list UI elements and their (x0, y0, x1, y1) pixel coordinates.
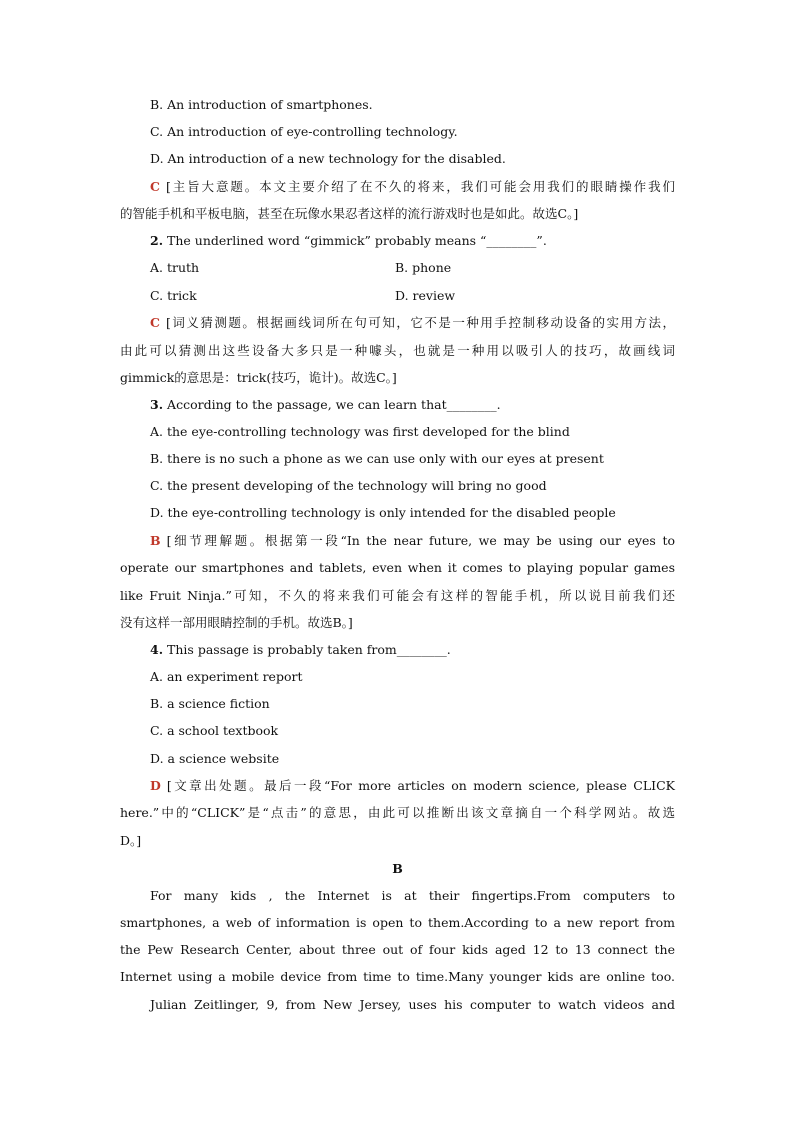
answer-letter: D (150, 778, 161, 793)
q2-option-b: B. phone (395, 260, 452, 275)
q2-answer-line-1: C [词义猜测题。根据画线词所在句可知，它不是一种用手控制移动设备的实用方法， (150, 315, 675, 330)
q3-option-b: B. there is no such a phone as we can use only with our eyes at present (150, 451, 604, 466)
answer-letter: B (150, 533, 161, 548)
q4-answer-line-1: D [文章出处题。最后一段“For more articles on modern science, please CLICK (150, 778, 675, 793)
q2-options-row-2 (150, 288, 675, 304)
q1-option-b: B. An introduction of smartphones. (150, 97, 373, 112)
passage-line-5: Julian Zeitlinger, 9, from New Jersey, uses his computer to watch videos and (150, 997, 675, 1012)
answer-letter: C (150, 179, 160, 194)
q2-stem: 2. The underlined word “gimmick” probably means “________”. (150, 233, 547, 248)
q1-answer-line-2: 的智能手机和平板电脑，甚至在玩像水果忍者这样的流行游戏时也是如此。故选C。] (120, 206, 579, 221)
passage-line-1: For many kids , the Internet is at their fingertips.From computers to (150, 888, 675, 903)
q3-answer-line-2: operate our smartphones and tablets, even when it comes to playing popular games (120, 560, 675, 575)
q2-option-c: C. trick (150, 288, 197, 303)
q4-stem: 4. This passage is probably taken from________. (150, 642, 451, 657)
q1-option-c: C. An introduction of eye-controlling technology. (150, 124, 458, 139)
answer-letter: C (150, 315, 160, 330)
passage-line-2: smartphones, a web of information is open to them.According to a new report from (120, 915, 675, 930)
q4-option-a: A. an experiment report (150, 669, 303, 684)
q3-answer-line-4: 没有这样一部用眼睛控制的手机。故选B。] (120, 615, 353, 630)
passage-line-4: Internet using a mobile device from time to time.Many younger kids are online too. (120, 969, 675, 984)
q3-option-d: D. the eye-controlling technology is only intended for the disabled people (150, 505, 616, 520)
section-heading: B (392, 861, 403, 876)
q4-option-c: C. a school textbook (150, 723, 279, 738)
q3-stem: 3. According to the passage, we can learn that________. (150, 397, 501, 412)
q2-options-row-1 (150, 260, 675, 276)
q2-option-d: D. review (395, 288, 456, 303)
q1-answer-line-1: C [主旨大意题。本文主要介绍了在不久的将来，我们可能会用我们的眼睛操作我们 (150, 179, 675, 194)
q2-answer-line-2: 由此可以猜测出这些设备大多只是一种噱头，也就是一种用以吸引人的技巧，故画线词 (120, 343, 675, 358)
q3-answer-line-1: B [细节理解题。根据第一段“In the near future, we may be using our eyes to (150, 533, 675, 548)
q2-answer-line-3: gimmick的意思是：trick(技巧，诡计)。故选C。] (120, 370, 397, 385)
passage-line-3: the Pew Research Center, about three out of four kids aged 12 to 13 connect the (120, 942, 675, 957)
q2-option-a: A. truth (150, 260, 200, 275)
q1-option-d: D. An introduction of a new technology for the disabled. (150, 151, 506, 166)
q3-option-a: A. the eye-controlling technology was first developed for the blind (150, 424, 570, 439)
q4-answer-line-3: D。] (120, 833, 142, 848)
q4-option-b: B. a science fiction (150, 696, 270, 711)
q3-answer-line-3: like Fruit Ninja.”可知，不久的将来我们可能会有这样的智能手机，所以说目前我们还 (120, 588, 675, 603)
q4-answer-line-2: here.”中的“CLICK”是“点击”的意思，由此可以推断出该文章摘自一个科学网站。故选 (120, 805, 675, 820)
q4-option-d: D. a science website (150, 751, 280, 766)
q3-option-c: C. the present developing of the technology will bring no good (150, 478, 547, 493)
